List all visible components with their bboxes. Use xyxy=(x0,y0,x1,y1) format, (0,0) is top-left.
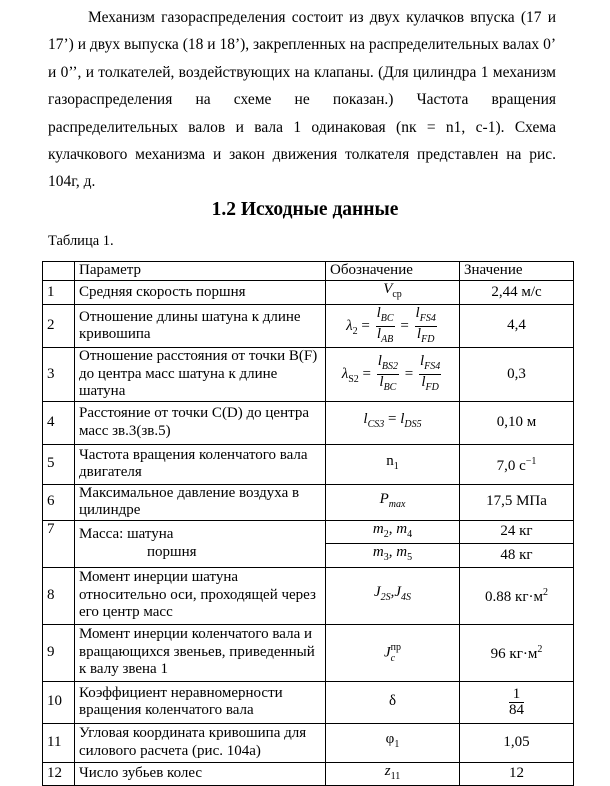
symbol-cell xyxy=(326,484,460,520)
formula-part: , xyxy=(390,584,395,601)
formula-part: l xyxy=(400,411,405,428)
parameter-line: поршня xyxy=(147,543,197,560)
parameter-cell: Максимальное давление воздуха в цилиндре xyxy=(75,484,326,520)
formula-part: BS2 xyxy=(381,360,399,372)
symbol-base: P xyxy=(379,490,389,507)
symbol-cell xyxy=(326,444,460,484)
value-cell: 4,4 xyxy=(460,305,574,348)
formula-part: = xyxy=(404,365,414,382)
parameter-cell: Угловая координата кривошипа для силового расчета (рис. 104а) xyxy=(75,723,326,762)
symbol-cell: δ xyxy=(326,681,460,723)
parameter-cell: Отношение длины шатуна к длине кривошипа xyxy=(75,305,326,348)
formula-part: m xyxy=(372,544,384,560)
row-number: 3 xyxy=(43,348,75,402)
row-number: 5 xyxy=(43,444,75,484)
row-number: 11 xyxy=(43,723,75,762)
formula-part: 2 xyxy=(383,528,389,540)
value-text: 0.88 кг·м xyxy=(485,589,543,606)
symbol-sub: 11 xyxy=(390,770,401,782)
parameter-cell xyxy=(75,520,326,567)
symbol-cell xyxy=(326,567,460,624)
header-value: Значение xyxy=(460,262,574,281)
value-cell: 2,44 м/с xyxy=(460,281,574,305)
table-row xyxy=(43,305,574,348)
formula-part: l xyxy=(416,325,422,342)
row-number: 10 xyxy=(43,681,75,723)
table-header-row xyxy=(43,262,574,281)
formula-part: AB xyxy=(381,333,394,345)
table-row xyxy=(43,681,574,723)
symbol-cell xyxy=(326,520,460,544)
formula-part: l xyxy=(377,352,382,369)
formula-part: 4S xyxy=(401,592,412,604)
fraction xyxy=(509,687,525,718)
formula-part: = xyxy=(361,317,370,334)
formula-part: FD xyxy=(425,381,439,393)
fraction xyxy=(419,354,441,395)
parameter-line: Масса: шатуна xyxy=(79,526,174,542)
formula-part: BC xyxy=(380,312,394,324)
value-cell: 0,10 м xyxy=(460,401,574,444)
value-sup: 2 xyxy=(542,587,548,599)
input-data-table xyxy=(42,261,574,786)
fraction-numerator: 1 xyxy=(509,687,525,703)
table-row xyxy=(43,520,574,544)
symbol-cell xyxy=(326,305,460,348)
table-row xyxy=(43,401,574,444)
table-caption: Таблица 1. xyxy=(48,233,114,249)
formula-part: m xyxy=(396,544,408,560)
row-number: 7 xyxy=(43,520,75,567)
row-number: 8 xyxy=(43,567,75,624)
fraction-denominator: 84 xyxy=(509,701,524,718)
formula-part: l xyxy=(376,325,382,342)
table-row xyxy=(43,624,574,681)
formula-part: l xyxy=(421,373,426,390)
symbol-sub: 1 xyxy=(394,739,400,751)
formula-part: 5 xyxy=(407,552,413,563)
formula-part: 3 xyxy=(383,552,389,563)
table-row xyxy=(43,762,574,786)
parameter-cell: Момент инерции шатуна относительно оси, проходящей через его центр масс xyxy=(75,567,326,624)
row-number: 12 xyxy=(43,762,75,786)
formula-part: m xyxy=(396,520,408,537)
parameter-cell: Коэффициент неравномерности вращения коленчатого вала xyxy=(75,681,326,723)
value-cell xyxy=(460,567,574,624)
parameter-cell: Число зубьев колес xyxy=(75,762,326,786)
formula-part: l xyxy=(379,373,384,390)
formula-part: DS5 xyxy=(404,419,422,431)
symbol-sub: ср xyxy=(392,289,402,301)
header-parameter: Параметр xyxy=(75,262,326,281)
symbol-sub: 1 xyxy=(393,460,399,472)
value-cell xyxy=(460,624,574,681)
symbol-base: z xyxy=(384,762,391,779)
value-cell: 24 кг xyxy=(460,520,574,544)
formula-part: , xyxy=(388,520,397,537)
table-row xyxy=(43,484,574,520)
formula-part: = xyxy=(362,365,371,382)
symbol-sup: пр xyxy=(390,641,402,653)
table-row xyxy=(43,444,574,484)
formula-part: CS3 xyxy=(367,419,385,431)
symbol-cell xyxy=(326,348,460,402)
value-cell: 17,5 МПа xyxy=(460,484,574,520)
formula-part: J xyxy=(394,584,402,601)
formula-part: FS4 xyxy=(424,360,441,372)
formula-part: l xyxy=(363,411,368,428)
symbol-cell xyxy=(326,624,460,681)
parameter-cell: Частота вращения коленчатого вала двигателя xyxy=(75,444,326,484)
header-number xyxy=(43,262,75,281)
symbol-base: φ xyxy=(385,731,395,748)
intro-paragraph: Механизм газораспределения состоит из двух кулачков впуска (17 и 17’) и двух выпуска (18 и 18’), закрепленных на распределительных валах 0’ и 0’’, и толкателей, воздействующих на клапаны. (Для цилиндра 1 механизм газораспределения на схеме не показан.) Частота вращения распределительных валов и вала 1 одинаковая (nк = n1, с-1). Схема кулачкового механизма и закон движения толкателя представлен на рис. 104г, д. xyxy=(48,9,556,191)
formula-part: S2 xyxy=(348,373,359,385)
value-sup: 2 xyxy=(537,644,543,656)
formula-part: l xyxy=(415,304,420,321)
value-text: 7,0 с xyxy=(496,457,526,474)
symbol-sub: max xyxy=(388,498,406,510)
value-text: 96 кг·м xyxy=(490,646,538,663)
value-cell: 1,05 xyxy=(460,723,574,762)
table-row xyxy=(43,348,574,402)
row-number: 6 xyxy=(43,484,75,520)
value-sup: −1 xyxy=(525,455,537,467)
formula-part: 2 xyxy=(352,325,358,337)
row-number: 4 xyxy=(43,401,75,444)
parameter-cell: Расстояние от точки C(D) до центра масс зв.3(зв.5) xyxy=(75,401,326,444)
symbol-sub: c xyxy=(390,652,396,664)
value-cell: 0,3 xyxy=(460,348,574,402)
symbol-cell xyxy=(326,762,460,786)
formula-part: = xyxy=(384,411,401,428)
section-heading: 1.2 Исходные данные xyxy=(211,199,399,220)
symbol-cell xyxy=(326,723,460,762)
parameter-cell: Средняя скорость поршня xyxy=(75,281,326,305)
symbol-base: V xyxy=(383,281,393,298)
formula-part: , xyxy=(388,544,397,560)
symbol-cell xyxy=(326,281,460,305)
formula-part: = xyxy=(400,317,409,334)
symbol-cell xyxy=(326,544,460,568)
value-cell xyxy=(460,444,574,484)
formula-part: BC xyxy=(383,381,397,393)
table-row xyxy=(43,281,574,305)
formula-part: l xyxy=(420,352,425,369)
formula-part: l xyxy=(376,304,381,321)
fraction xyxy=(377,354,399,395)
formula-part: 4 xyxy=(407,528,413,540)
value-cell xyxy=(460,681,574,723)
formula-part: λ xyxy=(346,317,353,334)
value-cell: 12 xyxy=(460,762,574,786)
formula-part: 2S xyxy=(380,592,391,604)
value-cell: 48 кг xyxy=(460,544,574,568)
table-row xyxy=(43,567,574,624)
table-row xyxy=(43,723,574,762)
formula-part: FD xyxy=(421,333,435,345)
row-number: 9 xyxy=(43,624,75,681)
symbol-cell xyxy=(326,401,460,444)
symbol-base: n xyxy=(386,452,394,469)
fraction xyxy=(376,306,395,347)
row-number: 1 xyxy=(43,281,75,305)
formula-part: λ xyxy=(341,365,349,382)
parameter-cell: Отношение расстояния от точки B(F) до центра масс шатуна к длине шатуна xyxy=(75,348,326,402)
row-number: 2 xyxy=(43,305,75,348)
formula-part: FS4 xyxy=(419,312,436,324)
formula-part: J xyxy=(373,584,381,601)
symbol-base: J xyxy=(383,643,391,660)
parameter-cell: Момент инерции коленчатого вала и вращающихся звеньев, приведенный к валу звена 1 xyxy=(75,624,326,681)
fraction xyxy=(415,306,437,347)
formula-part: m xyxy=(372,520,384,537)
header-symbol: Обозначение xyxy=(326,262,460,281)
